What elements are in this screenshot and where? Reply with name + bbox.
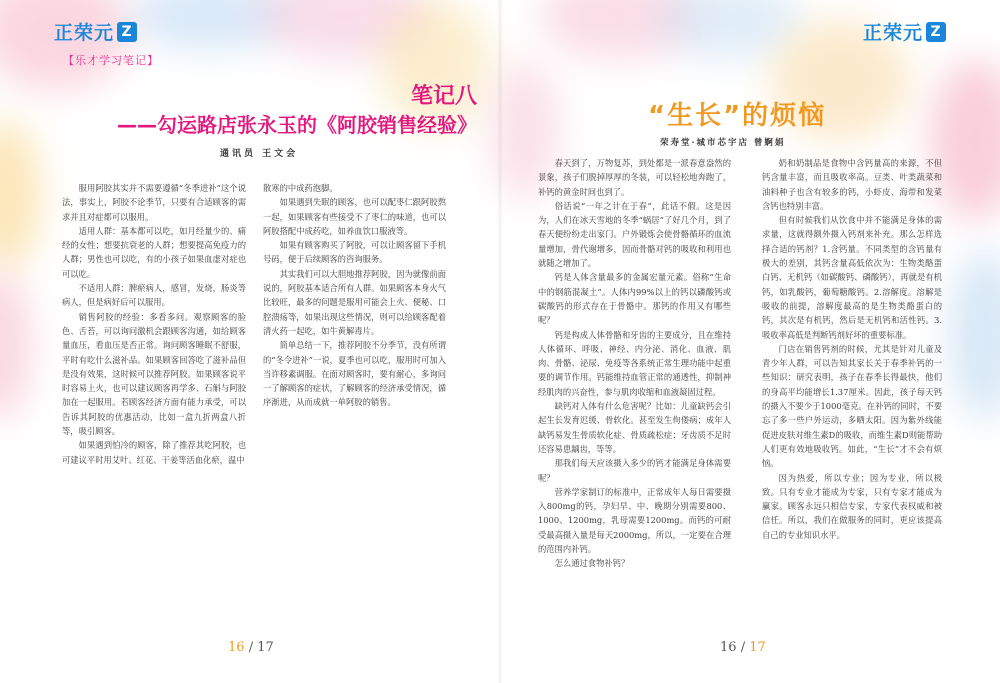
article-column-4: [762, 156, 942, 542]
paragraph: 钙是人体含量最多的金属宏量元素。俗称“生命中的钢筋混凝土”。人体内99%以上的钙以磷酸钙或碳酸钙的形式存在于骨骼中。那钙的作用又有哪些呢？: [538, 272, 731, 326]
article-column-2: [263, 181, 446, 410]
article-byline: 通讯员 王文会: [220, 149, 299, 159]
paragraph: 散寒的中成药泡脚。: [263, 183, 338, 193]
article-column-1: [62, 181, 246, 467]
paragraph: 如果有顾客购买了阿胶，可以让顾客留下手机号码，便于后续顾客的咨询服务。: [263, 240, 446, 265]
paragraph: 春天到了，万物复苏，到处都是一派春意盎然的景象，孩子们脱掉厚厚的冬装，可以轻松地奔跑了，补钙的黄金时间也到了。: [538, 158, 731, 197]
brand-logo-text: 正荣元: [54, 22, 115, 44]
current-page: 17: [749, 640, 766, 655]
other-page: 17: [257, 640, 274, 655]
paragraph: 营养学家制订的标准中，正常成年人每日需要摄入800mg的钙，孕妇早、中、晚期分别需要800、1000、1200mg，乳母需要1200mg。而钙的可耐受最高摄入量是每天2000mg，所以，一定要在合理的范围内补钙。: [538, 486, 731, 555]
article-byline: 荣寿堂·城市芯宇店 曾婀娟: [660, 138, 786, 148]
paragraph: 门店在销售钙剂的时候，尤其是针对儿童及青少年人群，可以告知其家长关于春季补钙的一些知识：研究表明，孩子在春季长得最快，他们的身高平均能增长1.37厘米。因此，孩子每天钙的摄入不要少于1000毫克。在补钙的同时，不要忘了多一些户外运动，多晒太阳。因为紫外线能促进皮肤对维生素D的吸收，而维生素D则能帮助人们更有效地吸收钙。如此，“生长”才不会有烦恼。: [762, 343, 942, 469]
paragraph: 但有时候我们从饮食中并不能满足身体的需求量，这就得额外摄入钙剂来补充。那么怎样选择合适的钙剂？1.含钙量。不同类型的含钙量有极大的差别，其钙含量高低依次为：生物类酪蛋白钙、无机钙（如碳酸钙、磷酸钙），再就是有机钙，如乳酸钙，葡萄糖酸钙。2.溶解度。溶解是吸收的前提，溶解度最高的是生物类酪蛋白的钙，其次是有机钙，然后是无机钙和活性钙。3.吸收率高低是判断钙剂好坏的重要标准。: [762, 215, 942, 340]
brand-logo-icon: Z: [117, 22, 137, 42]
page-number-right: 16 / 17: [720, 640, 766, 655]
paragraph: 那我们每天应该摄入多少的钙才能满足身体需要呢？: [538, 458, 731, 483]
paragraph: 不适用人群：脾瘀病人，感冒，发烧，肠炎等病人，但是病好后可以服用。: [62, 283, 246, 308]
page-number-left: 16 / 17: [228, 640, 274, 655]
paragraph: 适用人群：基本都可以吃，如月经量少的、痛经的女性；想要抗衰老的人群；想要提高免疫力的人群；男性也可以吃，有的小孩子如果血虚对症也可以吃。: [62, 225, 246, 279]
paragraph: 其实我们可以大胆地推荐阿胶，因为就像前面说的，阿胶基本适合所有人群。如果顾客本身火气比较旺，最多的问题是服用可能会上火、便秘、口腔溃疡等，如果出现这些情况，则可以给顾客配着清火药一起吃，如牛黄解毒片。: [263, 268, 446, 336]
brand-logo-left: [54, 18, 137, 45]
paragraph: 因为热爱，所以专业；因为专业，所以极致。只有专业才能成为专家，只有专家才能成为赢家。顾客永远只相信专家，专家代表权威和被信任。所以，我们在做服务的同时，更应该提高自己的专业知识水平。: [762, 472, 942, 540]
paragraph: 如果遇到失眠的顾客，也可以配枣仁跟阿胶熬一起，如果顾客有些接受不了枣仁的味道，也可以阿胶搭配中成药吃，如养血饮口服液等。: [263, 197, 446, 236]
paragraph: 简单总结一下，推荐阿胶不分季节，没有所谓的“冬令进补”一说，夏季也可以吃，服用时可加入当许移素调服。在面对顾客时，要有耐心，多询问一了解顾客的症状，了解顾客的经济承受情况，循序渐进，从而成就一单阿胶的销售。: [263, 340, 446, 408]
article-title-line1: 笔记八: [410, 84, 477, 109]
article-title-line2: ——勾运路店张永玉的《阿胶销售经验》: [117, 113, 477, 137]
paragraph: 缺钙对人体有什么危害呢？比如：儿童缺钙会引起生长发育迟缓、骨软化。甚至发生佝偻病；成年人缺钙易发生骨质软化症、骨质疏松症；牙齿质不足时还容易患龋齿，等等。: [538, 401, 731, 454]
paragraph: 如果遇到怕冷的顾客，除了推荐其吃阿胶，也可建议平时用艾叶、红花、干姜等活血化瘀，温中: [62, 440, 246, 465]
page-fold: [497, 0, 503, 683]
current-page: 16: [228, 640, 245, 655]
paragraph: 销售阿胶的经验：多看多问。观察顾客的脸色、舌苔，可以询问激机会跟顾客沟通，如给顾客量血压，看血压是否正常。询问顾客睡眠不舒服，平时有吃什么滋补品。如果顾客回答吃了滋补品但是没有效果，这时候可以推荐阿胶。如果顾客说平时容易上火，也可以建议顾客再学多、石斛与阿胶加在一起服用。若顾客经济方面有能力承受，可以告诉其阿胶的优惠活动，比如一盒九折两盒八折等，吸引顾客。: [62, 311, 246, 437]
other-page: 16: [720, 640, 737, 655]
paragraph: 怎么通过食物补钙？: [554, 558, 630, 569]
brand-logo-icon: Z: [926, 22, 946, 42]
paragraph: 钙是构成人体骨骼和牙齿的主要成分，且在维持人体循环、呼吸、神经、内分泌、消化、血液、肌肉、骨骼、泌尿、免疫等各系统正常生理功能中起重要的调节作用。钙能维持血管正常的通透性，抑制神经肌肉的兴奋性，参与肌肉收缩和血液凝固过程。: [538, 329, 731, 397]
brand-logo-right: [863, 18, 946, 45]
paragraph: 俗话说“一年之计在于春”，此话不假。这是因为，人们在冰天雪地的冬季“蜗居”了好几个月，到了春天便纷纷走出家门。户外锻炼会使骨骼循环的血流量增加，骨代谢增多，因而骨骼对钙的吸收和利用也就随之增加了。: [538, 200, 731, 269]
article-column-3: [538, 156, 731, 571]
paragraph: 服用阿胶其实并不需要遵循“冬季进补”这个说法，事实上，阿胶不论季节，只要有合适顾客的需求并且对症都可以服用。: [62, 183, 246, 222]
article-title: “生长”的烦恼: [648, 101, 827, 131]
brand-logo-text: 正荣元: [863, 22, 924, 44]
section-tag: 【乐才学习笔记】: [63, 54, 159, 67]
paragraph: 奶和奶制品是食物中含钙量高的来源，不但钙含量丰富，而且吸收率高。豆类、叶类蔬菜和油料种子也含有较多的钙，小虾皮、海带和发菜含钙也特别丰富。: [762, 158, 942, 211]
